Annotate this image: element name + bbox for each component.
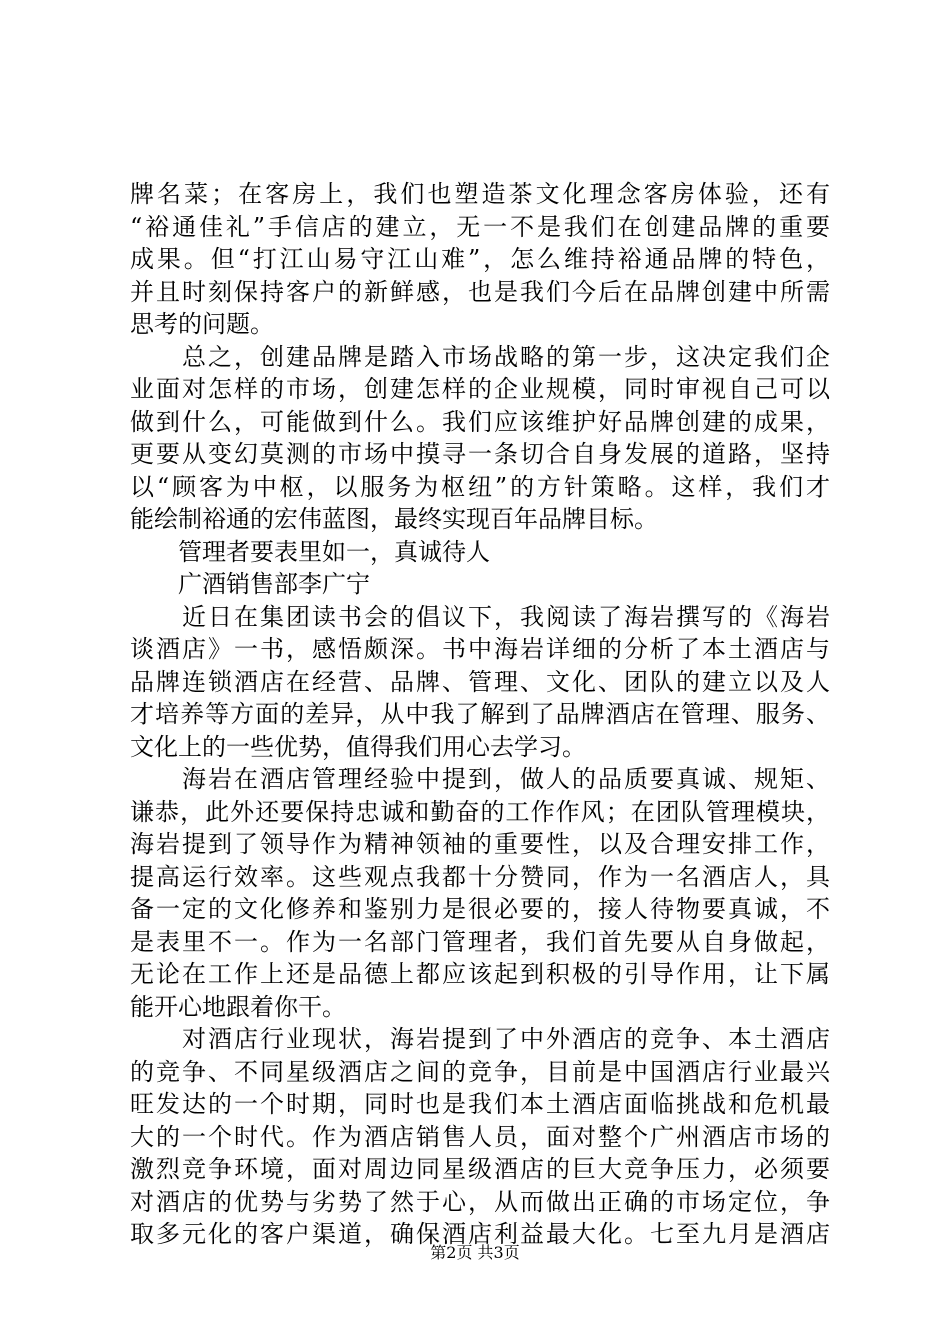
text-line: 才培养等方面的差异，从中我了解到了品牌酒店在管理、服务、 xyxy=(130,700,830,728)
text-line: 能开心地跟着你干。 xyxy=(130,992,346,1021)
text-line: 广酒销售部李广宁 xyxy=(130,570,370,598)
text-line: 业面对怎样的市场，创建怎样的企业规模，同时审视自己可以 xyxy=(130,375,830,403)
text-line: 做到什么，可能做到什么。我们应该维护好品牌创建的成果， xyxy=(130,407,830,436)
text-line: 品牌连锁酒店在经营、品牌、管理、文化、团队的建立以及人 xyxy=(130,667,830,696)
text-line: 管理者要表里如一，真诚待人 xyxy=(130,537,490,566)
page-footer xyxy=(0,1243,950,1263)
text-line: 旺发达的一个时期，同时也是我们本土酒店面临挑战和危机最 xyxy=(130,1090,830,1118)
text-line: 近日在集团读书会的倡议下，我阅读了海岩撰写的《海岩 xyxy=(130,602,830,631)
text-line: 并且时刻保持客户的新鲜感，也是我们今后在品牌创建中所需 xyxy=(130,277,830,306)
text-line: 对酒店行业现状，海岩提到了中外酒店的竞争、本土酒店 xyxy=(130,1025,830,1053)
text-line: 是表里不一。作为一名部门管理者，我们首先要从自身做起， xyxy=(130,927,830,956)
text-line: 备一定的文化修养和鉴别力是很必要的，接人待物要真诚，不 xyxy=(130,895,830,923)
page-number: 第2页 共3页 xyxy=(430,1243,520,1262)
text-line: 文化上的一些优势，值得我们用心去学习。 xyxy=(130,732,586,761)
text-line: 无论在工作上还是品德上都应该起到积极的引导作用，让下属 xyxy=(130,960,830,988)
text-line: 总之，创建品牌是踏入市场战略的第一步，这决定我们企 xyxy=(130,342,830,371)
text-line: 谈酒店》一书，感悟颇深。书中海岩详细的分析了本土酒店与 xyxy=(130,635,830,663)
text-line: 谦恭，此外还要保持忠诚和勤奋的工作作风；在团队管理模块， xyxy=(130,797,830,826)
document-body xyxy=(130,178,830,1251)
text-line: 大的一个时代。作为酒店销售人员，面对整个广州酒店市场的 xyxy=(130,1122,830,1151)
text-line: 思考的问题。 xyxy=(130,310,274,338)
text-line: “裕通佳礼”手信店的建立，无一不是我们在创建品牌的重要 xyxy=(130,212,830,241)
text-line: 海岩在酒店管理经验中提到，做人的品质要真诚、规矩、 xyxy=(130,765,830,793)
text-line: 能绘制裕通的宏伟蓝图，最终实现百年品牌目标。 xyxy=(130,505,658,533)
text-line: 的竞争、不同星级酒店之间的竞争，目前是中国酒店行业最兴 xyxy=(130,1057,830,1086)
text-line: 更要从变幻莫测的市场中摸寻一条切合自身发展的道路，坚持 xyxy=(130,440,830,468)
text-line: 对酒店的优势与劣势了然于心，从而做出正确的市场定位，争 xyxy=(130,1187,830,1216)
text-line: 海岩提到了领导作为精神领袖的重要性，以及合理安排工作， xyxy=(130,830,830,858)
text-line: 牌名菜；在客房上，我们也塑造茶文化理念客房体验，还有 xyxy=(130,180,830,208)
text-line: 提高运行效率。这些观点我都十分赞同，作为一名酒店人，具 xyxy=(130,862,830,891)
text-line: 以“顾客为中枢，以服务为枢纽”的方针策略。这样，我们才 xyxy=(130,472,830,501)
text-line: 激烈竞争环境，面对周边同星级酒店的巨大竞争压力，必须要 xyxy=(130,1155,830,1183)
text-line: 取多元化的客户渠道，确保酒店利益最大化。七至九月是酒店 xyxy=(130,1220,830,1248)
text-line: 成果。但“打江山易守江山难”，怎么维持裕通品牌的特色， xyxy=(130,245,830,273)
